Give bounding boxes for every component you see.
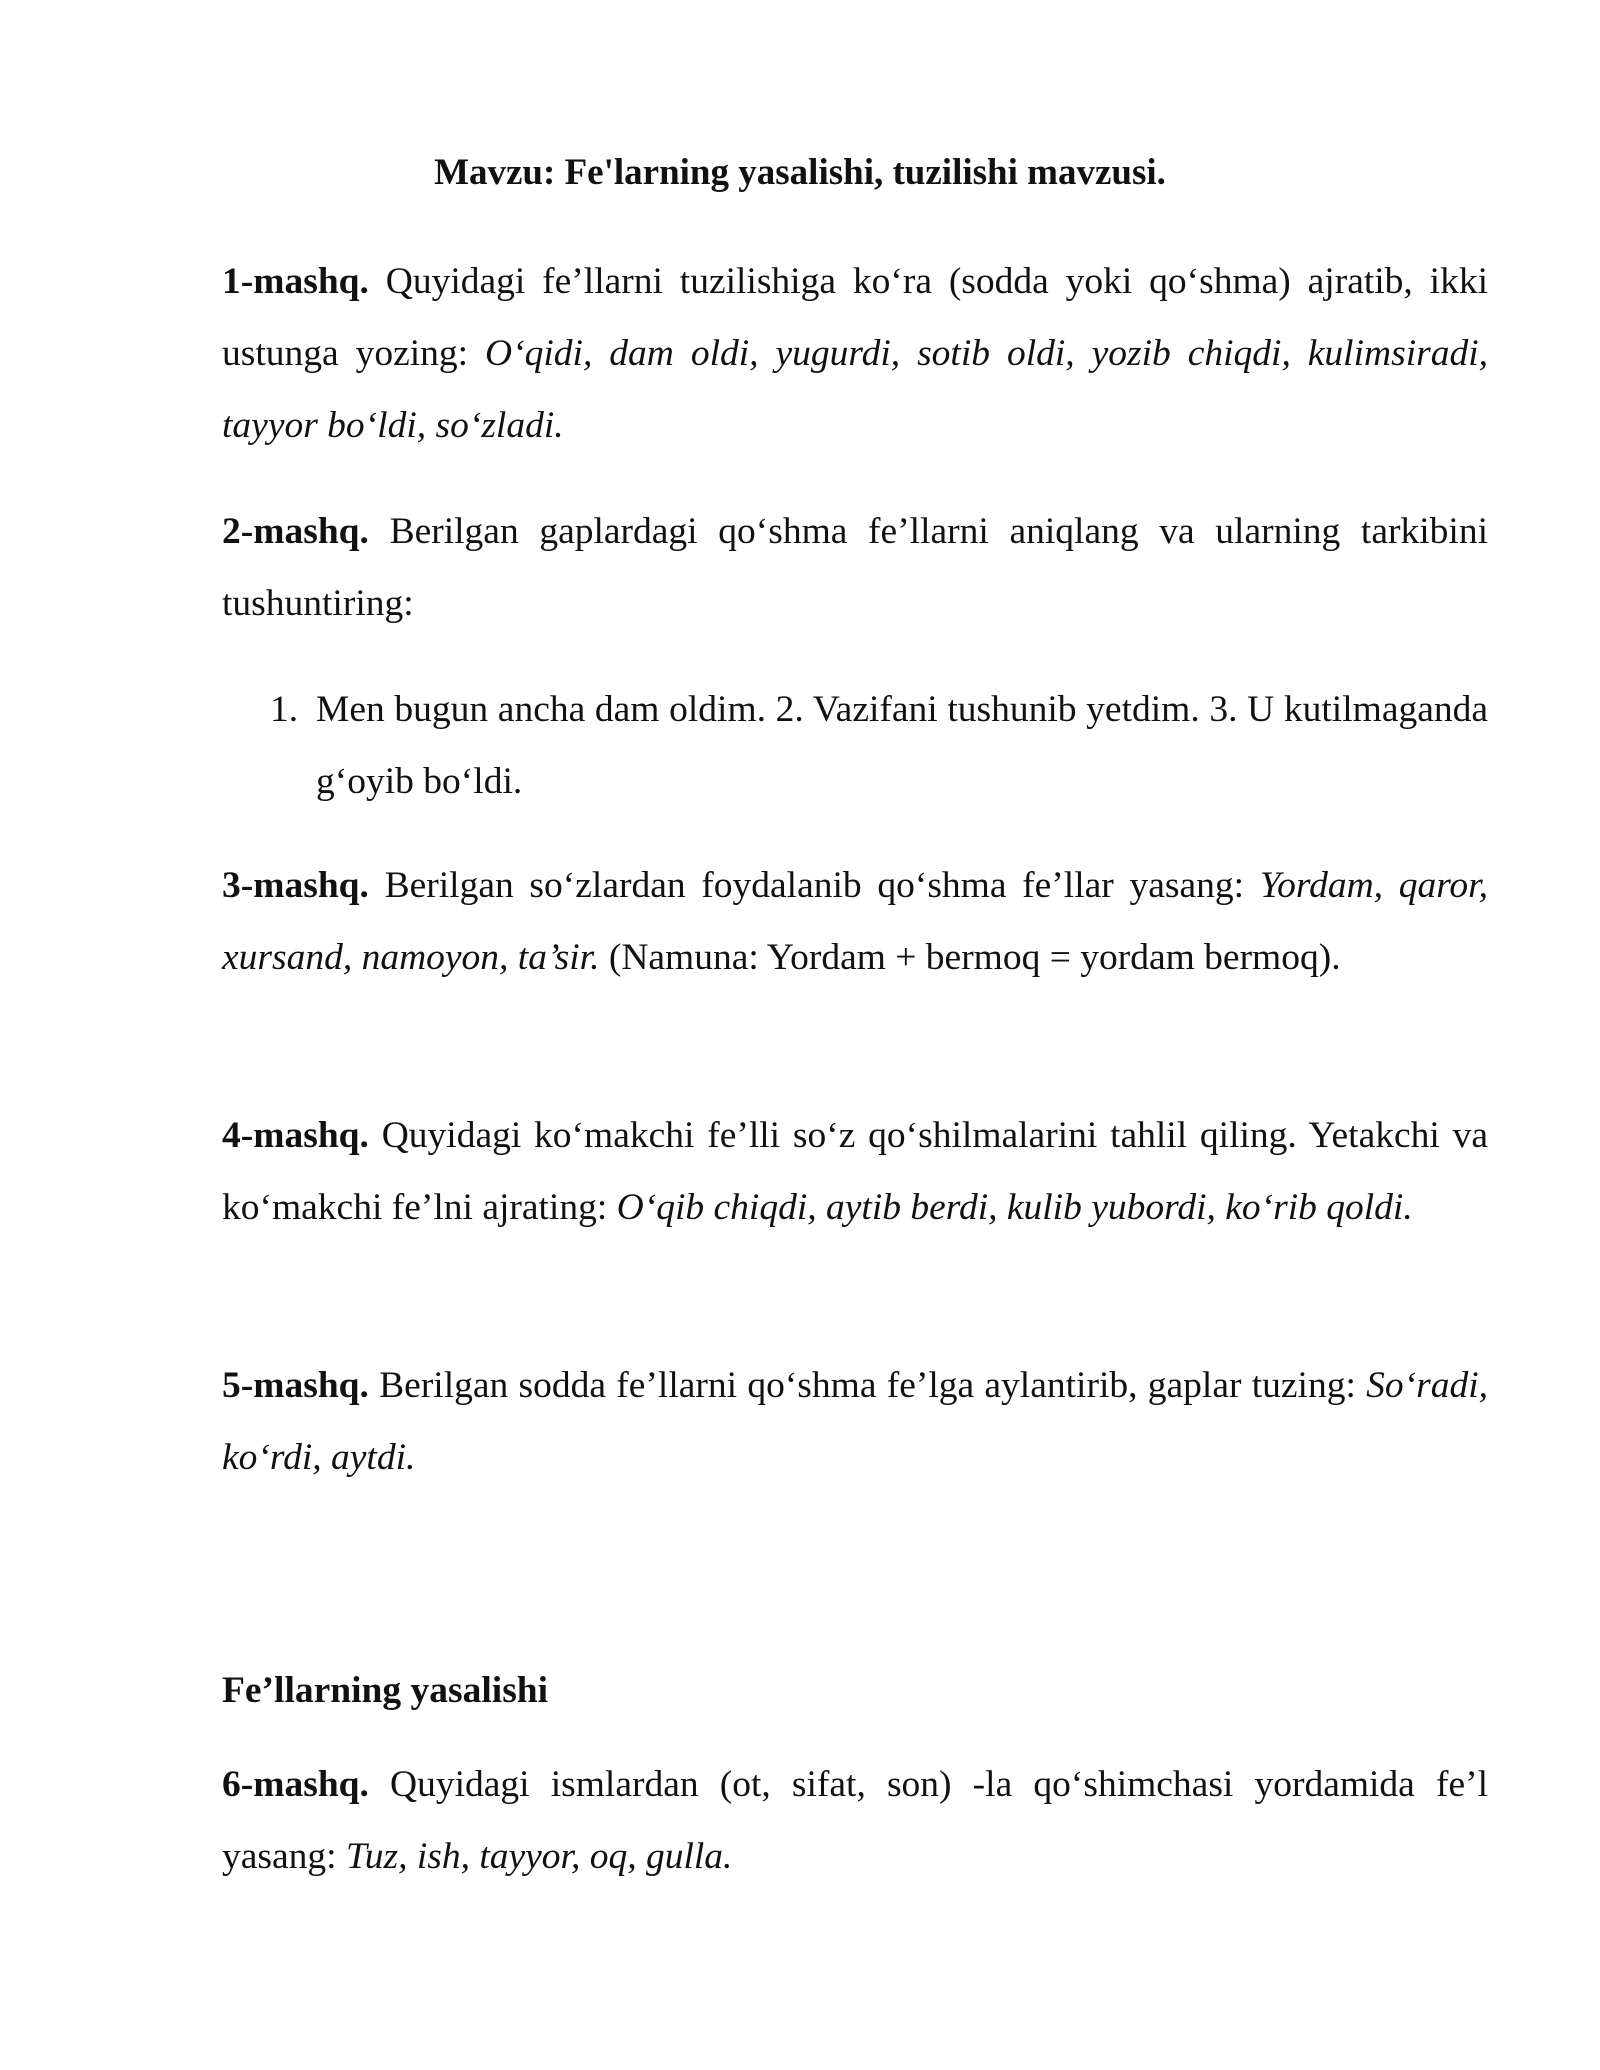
exercise-1-text: Quyidagi fe’llarni tuzilishiga ko‘ra (sodda yoki qo‘shma) ajratib, ikki ustunga yozing: xyxy=(222,261,1488,374)
exercise-5-label: 5-mashq. xyxy=(222,1365,369,1406)
exercise-1-words: O‘qidi, dam oldi, yugurdi, sotib oldi, yozib chiqdi, kulimsiradi, tayyor bo‘ldi, so‘zladi. xyxy=(222,333,1488,446)
list-item-text: Men bugun ancha dam oldim. 2. Vazifani tushunib yetdim. 3. U kutilmaganda g‘oyib bo‘ldi. xyxy=(316,689,1488,802)
exercise-4-words: O‘qib chiqdi, aytib berdi, kulib yubordi, ko‘rib qoldi. xyxy=(616,1187,1413,1228)
exercise-4-label: 4-mashq. xyxy=(222,1115,369,1156)
exercise-6 xyxy=(222,1749,1488,1893)
page-title: Mavzu: Fe'larning yasalishi, tuzilishi mavzusi. xyxy=(434,152,1166,193)
exercise-5-text: Berilgan sodda fe’llarni qo‘shma fe’lga aylantirib, gaplar tuzing: xyxy=(368,1365,1367,1406)
exercise-3-example: (Namuna: Yordam + bermoq = yordam bermoq). xyxy=(599,937,1341,978)
list-number: 1. xyxy=(270,689,299,730)
exercise-4-text: Quyidagi ko‘makchi fe’lli so‘z qo‘shilmalarini tahlil qiling. Yetakchi va ko‘makchi fe’lni ajrating: xyxy=(222,1115,1488,1228)
exercise-6-text: Quyidagi ismlardan (ot, sifat, son) -la qo‘shimchasi yordamida fe’l yasang: xyxy=(222,1764,1488,1877)
exercise-3-label: 3-mashq. xyxy=(222,865,369,906)
exercise-1 xyxy=(222,246,1488,462)
exercise-4 xyxy=(222,1100,1488,1244)
exercise-2-text: Berilgan gaplardagi qo‘shma fe’llarni aniqlang va ularning tarkibini tushuntiring: xyxy=(222,511,1488,624)
exercise-3 xyxy=(222,850,1488,994)
exercise-6-label: 6-mashq. xyxy=(222,1764,369,1805)
exercise-1-label: 1-mashq. xyxy=(222,261,369,302)
exercise-2-list-item xyxy=(270,674,1488,818)
exercise-2-label: 2-mashq. xyxy=(222,511,369,552)
exercise-5 xyxy=(222,1350,1488,1494)
exercise-3-text: Berilgan so‘zlardan foydalanib qo‘shma fe’llar yasang: xyxy=(368,865,1260,906)
section-heading: Fe’llarning yasalishi xyxy=(222,1670,549,1711)
exercise-3-words: Yordam, qaror, xursand, namoyon, ta’sir. xyxy=(222,865,1488,978)
exercise-2 xyxy=(222,496,1488,640)
exercise-5-words: So‘radi, ko‘rdi, aytdi. xyxy=(222,1365,1488,1478)
exercise-6-words: Tuz, ish, tayyor, oq, gulla. xyxy=(345,1836,733,1877)
